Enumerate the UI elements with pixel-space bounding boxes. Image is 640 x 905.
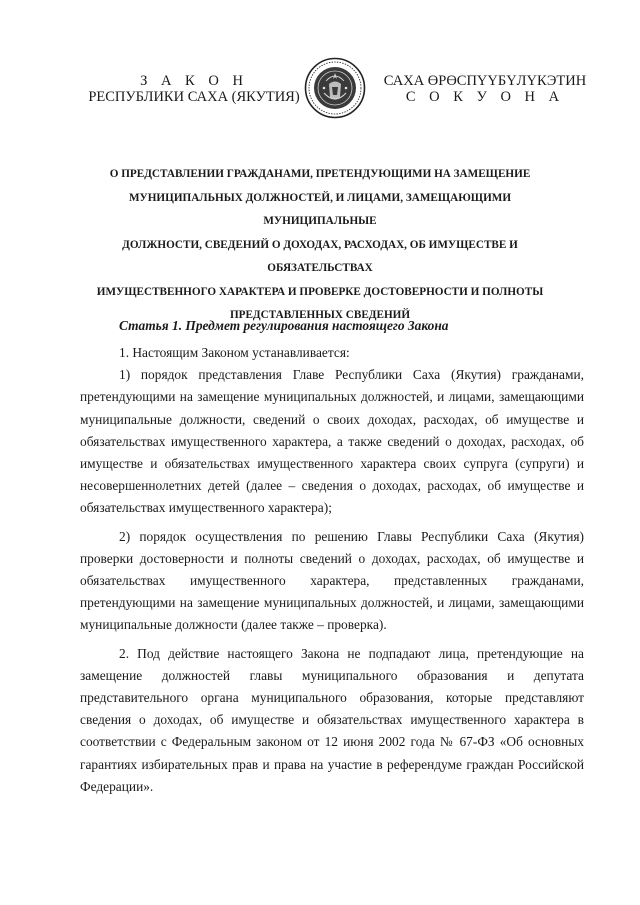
law-label-sakha: С О К У О Н А [405, 89, 565, 105]
law-title-line: ПРЕДСТАВЛЕННЫХ СВЕДЕНИЙ [229, 309, 411, 321]
coat-of-arms-emblem-icon [304, 57, 366, 119]
article-heading: Статья 1. Предмет регулирования настоящего Закона [119, 318, 449, 333]
article-paragraph: 2. Под действие настоящего Закона не подпадают лица, претендующие на замещение должностей главы муниципального образования и депутата представительного органа муниципального образования, которые представляют сведения о доходах, об имуществе и обязательствах имущественного характера в соответствии с Федеральным законом от 12 июня 2002 года № 67-ФЗ «Об основных гарантиях избирательных прав и права на участие в референдуме граждан Российской Федерации». [80, 645, 584, 794]
republic-name-sakha: САХА ӨРӨСПҮҮБҮЛҮКЭТИН [383, 73, 587, 89]
law-title-line: МУНИЦИПАЛЬНЫХ ДОЛЖНОСТЕЙ, И ЛИЦАМИ, ЗАМЕЩАЮЩИМИ МУНИЦИПАЛЬНЫЕ [128, 191, 512, 227]
law-title-line: О ПРЕДСТАВЛЕНИИ ГРАЖДАНАМИ, ПРЕТЕНДУЮЩИМИ НА ЗАМЕЩЕНИЕ [109, 168, 531, 180]
law-label-ru: З А К О Н [140, 73, 248, 89]
article-body [80, 342, 584, 798]
republic-name-ru: РЕСПУБЛИКИ САХА (ЯКУТИЯ) [88, 89, 300, 105]
article-paragraph: 1. Настоящим Законом устанавливается: [119, 345, 350, 360]
law-title-line: ИМУЩЕСТВЕННОГО ХАРАКТЕРА И ПРОВЕРКЕ ДОСТОВЕРНОСТИ И ПОЛНОТЫ [96, 285, 544, 298]
law-title-line: ДОЛЖНОСТИ, СВЕДЕНИЙ О ДОХОДАХ, РАСХОДАХ, ОБ ИМУЩЕСТВЕ И ОБЯЗАТЕЛЬСТВАХ [122, 238, 518, 274]
article-paragraph: 2) порядок осуществления по решению Главы Республики Саха (Якутия) проверки достоверности и полноты сведений о доходах, расходах, об имуществе и обязательствах имущественного характера, представленных гражданами, претендующими на замещение муниципальных должностей, и лицами, замещающими муниципальные должности (далее также – проверка). [80, 528, 584, 633]
header-right [368, 73, 602, 105]
header-left [78, 73, 310, 105]
law-title [80, 163, 560, 328]
article-paragraph: 1) порядок представления Главе Республики Саха (Якутия) гражданами, претендующими на замещение муниципальных должностей, и лицами, замещающими муниципальные должности, сведений о своих доходах, расходах, об имуществе и обязательствах имущественного характера, а также сведений о доходах, расходах, об имуществе и обязательствах имущественного характера своих супруга (супруги) и несовершеннолетних детей (далее – сведения о доходах, расходах, об имуществе и обязательствах имущественного характера); [80, 367, 584, 516]
